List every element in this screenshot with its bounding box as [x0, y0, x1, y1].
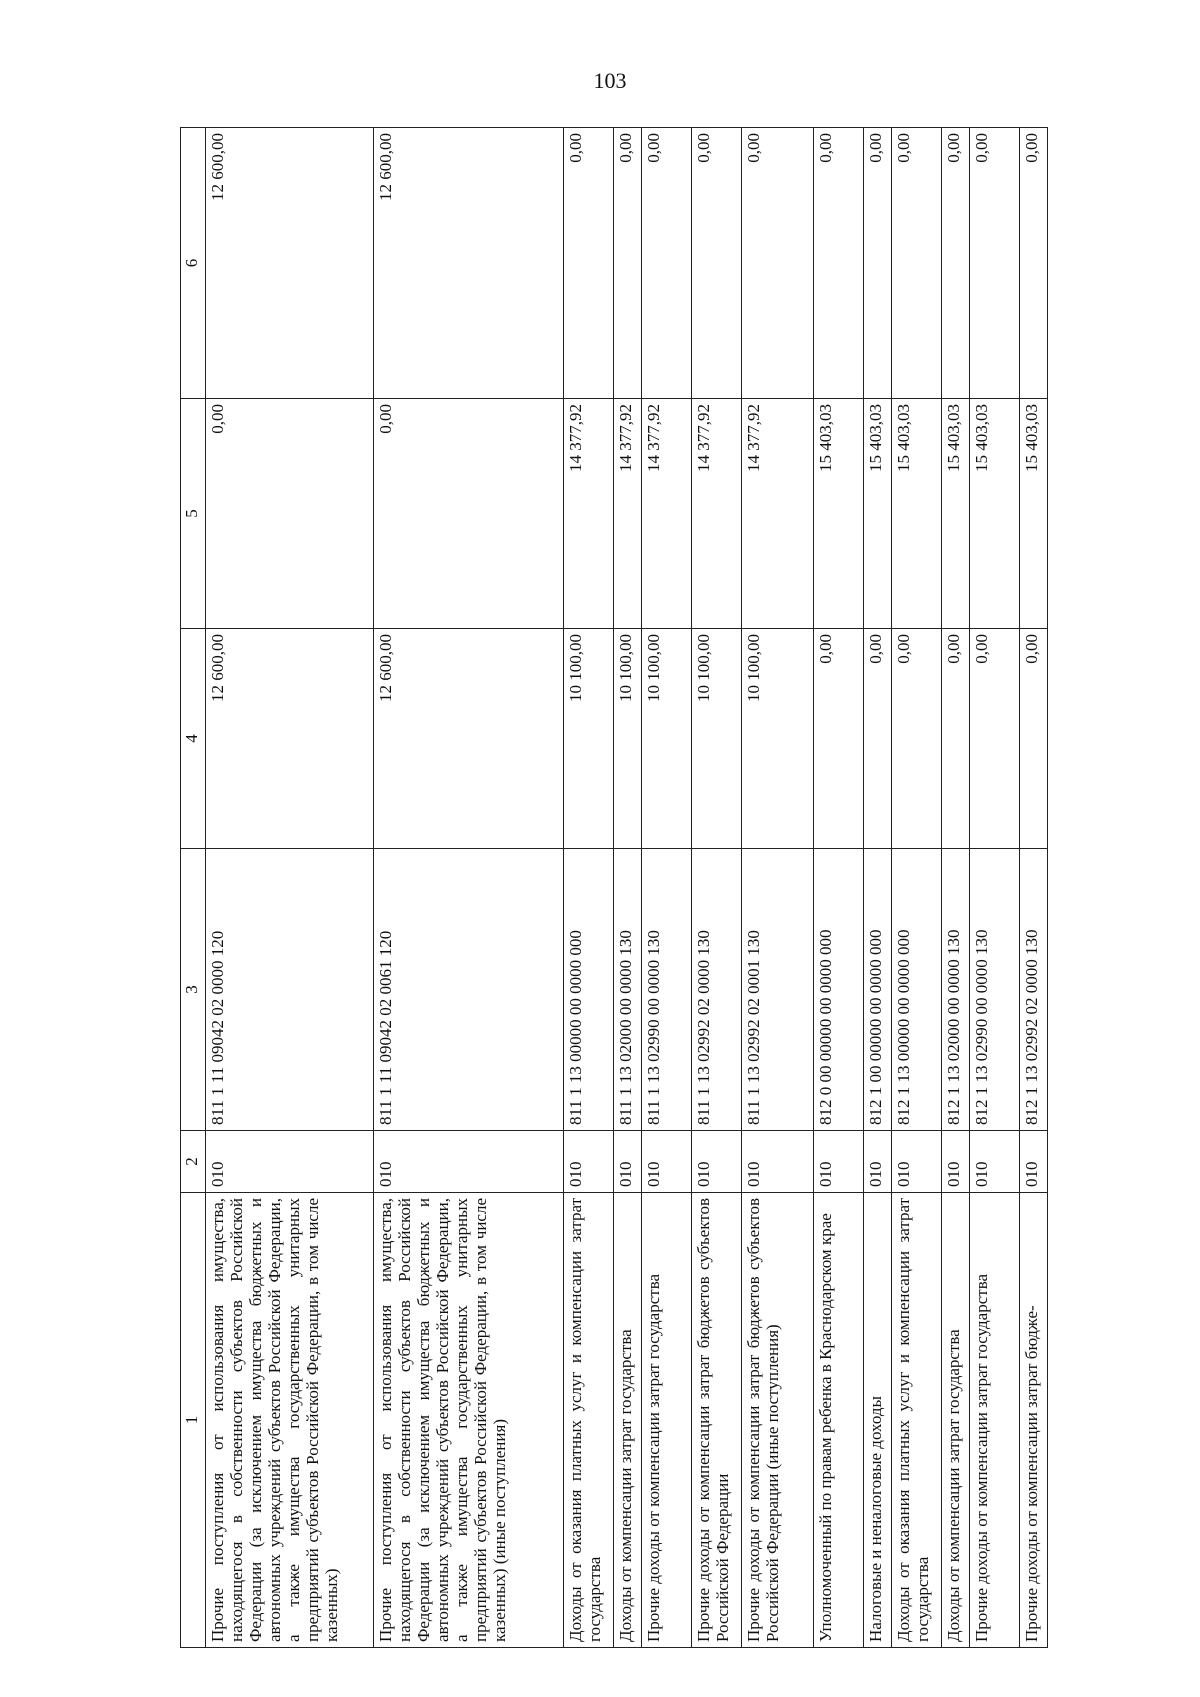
row-value-col5: 14 377,92: [614, 399, 642, 629]
header-col-4: 4: [181, 629, 206, 849]
row-value-col5: 15 403,03: [864, 399, 892, 629]
table-row: [692, 128, 742, 1648]
row-value-col5: 15 403,03: [970, 399, 1020, 629]
table-row: [892, 128, 942, 1648]
row-value-col4: 10 100,00: [564, 629, 614, 849]
table-area: [180, 128, 1135, 1648]
row-kbk-code: 812 0 00 00000 00 0000 000: [814, 849, 864, 1131]
row-line-code: 010: [742, 1131, 814, 1193]
row-value-col5: 0,00: [206, 399, 374, 629]
row-value-col5: 0,00: [374, 399, 564, 629]
revenue-table: [180, 127, 1048, 1648]
row-name: Прочие доходы от компенсации затрат бюджетов субъектов Российской Федерации: [692, 1193, 742, 1648]
row-value-col5: 15 403,03: [814, 399, 864, 629]
row-kbk-code: 811 1 13 02000 00 0000 130: [614, 849, 642, 1131]
table-row: [864, 128, 892, 1648]
row-kbk-code: 811 1 11 09042 02 0061 120: [374, 849, 564, 1131]
table-row: [814, 128, 864, 1648]
page-number: 103: [593, 68, 627, 93]
header-col-2: 2: [181, 1131, 206, 1193]
row-kbk-code: 812 1 13 00000 00 0000 000: [892, 849, 942, 1131]
header-col-6: 6: [181, 128, 206, 399]
row-value-col4: 0,00: [942, 629, 970, 849]
row-value-col4: 0,00: [814, 629, 864, 849]
row-kbk-code: 811 1 13 02992 02 0000 130: [692, 849, 742, 1131]
row-value-col6: 0,00: [864, 128, 892, 399]
table-row: [642, 128, 692, 1648]
row-value-col5: 14 377,92: [564, 399, 614, 629]
row-name: Прочие доходы от компенсации затрат государства: [970, 1193, 1020, 1648]
row-name: Налоговые и неналоговые доходы: [864, 1193, 892, 1648]
row-value-col4: 0,00: [864, 629, 892, 849]
table-row: [742, 128, 814, 1648]
row-value-col6: 12 600,00: [206, 128, 374, 399]
row-value-col6: 0,00: [1020, 128, 1048, 399]
header-row: [181, 128, 206, 1648]
row-value-col5: 14 377,92: [742, 399, 814, 629]
row-line-code: 010: [942, 1131, 970, 1193]
table-row: [970, 128, 1020, 1648]
row-value-col5: 15 403,03: [1020, 399, 1048, 629]
row-name: Доходы от оказания платных услуг и компенсации затрат государства: [564, 1193, 614, 1648]
row-name: Доходы от компенсации затрат государства: [942, 1193, 970, 1648]
row-line-code: 010: [1020, 1131, 1048, 1193]
row-kbk-code: 811 1 13 02990 00 0000 130: [642, 849, 692, 1131]
row-kbk-code: 811 1 11 09042 02 0000 120: [206, 849, 374, 1131]
row-kbk-code: 811 1 13 02992 02 0001 130: [742, 849, 814, 1131]
rotated-table-container: [180, 128, 1135, 1648]
row-value-col6: 0,00: [892, 128, 942, 399]
row-value-col4: 0,00: [1020, 629, 1048, 849]
row-value-col6: 0,00: [814, 128, 864, 399]
row-value-col4: 10 100,00: [614, 629, 642, 849]
row-name: Прочие доходы от компенсации затрат бюджетов субъектов Российской Федерации (иные поступления): [742, 1193, 814, 1648]
table-row: [374, 128, 564, 1648]
row-value-col6: 0,00: [642, 128, 692, 399]
row-kbk-code: 811 1 13 00000 00 0000 000: [564, 849, 614, 1131]
header-col-1: 1: [181, 1193, 206, 1648]
row-value-col4: 12 600,00: [374, 629, 564, 849]
row-value-col6: 0,00: [742, 128, 814, 399]
row-value-col5: 14 377,92: [642, 399, 692, 629]
row-name: Уполномоченный по правам ребенка в Краснодарском крае: [814, 1193, 864, 1648]
row-name: Прочие доходы от компенсации затрат бюдже-: [1020, 1193, 1048, 1648]
row-kbk-code: 812 1 13 02992 02 0000 130: [1020, 849, 1048, 1131]
row-value-col6: 0,00: [614, 128, 642, 399]
row-value-col6: 12 600,00: [374, 128, 564, 399]
table-row: [614, 128, 642, 1648]
table-row: [1020, 128, 1048, 1648]
row-line-code: 010: [206, 1131, 374, 1193]
row-line-code: 010: [814, 1131, 864, 1193]
row-value-col5: 15 403,03: [942, 399, 970, 629]
row-value-col5: 15 403,03: [892, 399, 942, 629]
row-line-code: 010: [564, 1131, 614, 1193]
row-name: Прочие доходы от компенсации затрат государства: [642, 1193, 692, 1648]
row-line-code: 010: [970, 1131, 1020, 1193]
table-row: [564, 128, 614, 1648]
header-col-5: 5: [181, 399, 206, 629]
row-line-code: 010: [692, 1131, 742, 1193]
table-body: [206, 128, 1048, 1648]
row-value-col4: 10 100,00: [642, 629, 692, 849]
row-value-col4: 0,00: [970, 629, 1020, 849]
header-col-3: 3: [181, 849, 206, 1131]
row-name: Прочие поступления от использования имущества, находящегося в собственности субъектов Российской Федерации (за исключением имущества бюджетных и автономных учреждений субъектов Российской Федерации, а также имущества государственных унитарных предприятий субъектов Российской Федерации, в том числе казенных): [206, 1193, 374, 1648]
table-row: [942, 128, 970, 1648]
row-value-col5: 14 377,92: [692, 399, 742, 629]
row-line-code: 010: [864, 1131, 892, 1193]
row-line-code: 010: [374, 1131, 564, 1193]
row-value-col6: 0,00: [970, 128, 1020, 399]
row-kbk-code: 812 1 00 00000 00 0000 000: [864, 849, 892, 1131]
row-line-code: 010: [642, 1131, 692, 1193]
row-name: Доходы от компенсации затрат государства: [614, 1193, 642, 1648]
row-line-code: 010: [614, 1131, 642, 1193]
row-kbk-code: 812 1 13 02990 00 0000 130: [970, 849, 1020, 1131]
row-kbk-code: 812 1 13 02000 00 0000 130: [942, 849, 970, 1131]
row-line-code: 010: [892, 1131, 942, 1193]
table-row: [206, 128, 374, 1648]
row-value-col4: 10 100,00: [692, 629, 742, 849]
row-value-col6: 0,00: [564, 128, 614, 399]
row-value-col4: 12 600,00: [206, 629, 374, 849]
row-value-col6: 0,00: [692, 128, 742, 399]
row-name: Доходы от оказания платных услуг и компенсации затрат государства: [892, 1193, 942, 1648]
row-value-col6: 0,00: [942, 128, 970, 399]
row-value-col4: 0,00: [892, 629, 942, 849]
row-name: Прочие поступления от использования имущества, находящегося в собственности субъектов Российской Федерации (за исключением имущества бюджетных и автономных учреждений субъектов Российской Федерации, а также имущества государственных унитарных предприятий субъектов Российской Федерации, в том числе казенных) (иные поступления): [374, 1193, 564, 1648]
row-value-col4: 10 100,00: [742, 629, 814, 849]
